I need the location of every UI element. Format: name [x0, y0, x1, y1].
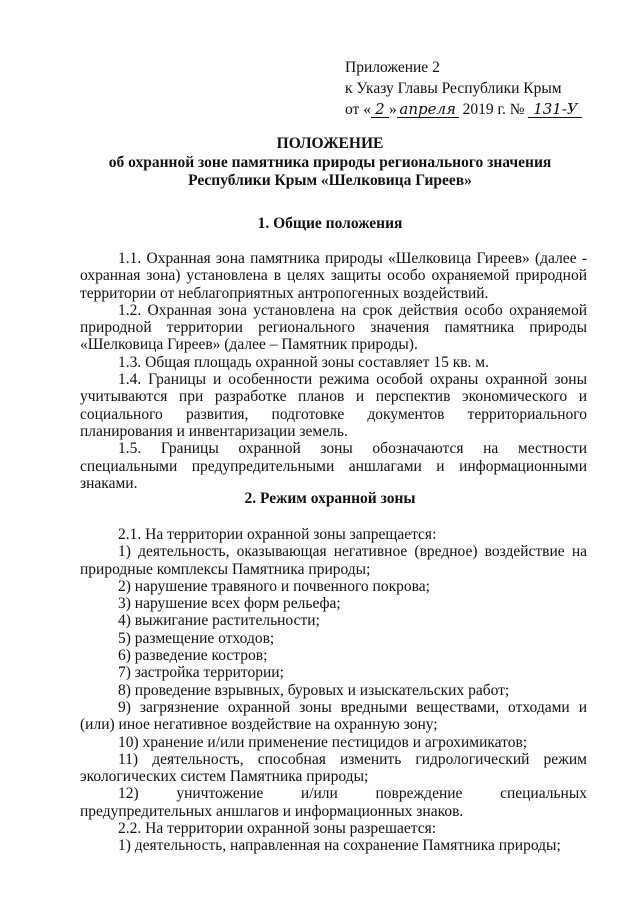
list-item: 1) деятельность, оказывающая негативное (вредное) воздействие на природные комплексы Памятника природы; [80, 543, 587, 578]
list-item: 11) деятельность, способная изменить гидрологический режим экологических систем Памятника природы; [80, 750, 587, 786]
section-2-heading: 2. Режим охранной зоны [244, 490, 416, 507]
list-item: 6) разведение костров; [118, 647, 268, 665]
paragraph-1-3: 1.3. Общая площадь охранной зоны составляет 15 кв. м. [118, 353, 489, 371]
section-1-body [80, 250, 587, 492]
list-item: 10) хранение и/или применение пестицидов и агрохимикатов; [118, 733, 528, 751]
paragraph-1-4: 1.4. Границы и особенности режима особой охраны охранной зоны учитываются при разработке планов и перспектив экономического и социального развития, подготовке документов территориального планирования и инвентаризации земель. [80, 371, 587, 440]
appendix-number: Приложение 2 [345, 59, 440, 76]
list-item: 7) застройка территории; [118, 664, 284, 682]
paragraph-1-1: 1.1. Охранная зона памятника природы «Шелковица Гиреев» (далее - охранная зона) установлена в целях защиты особо охраняемой природной территории от неблагоприятных антропогенных воздействий. [80, 250, 587, 302]
paragraph-1-5: 1.5. Границы охранной зоны обозначаются на местности специальными предупредительными аншлагами и информационными знаками. [80, 440, 587, 492]
paragraph-1-2: 1.2. Охранная зона установлена на срок действия особо охраняемой природной территории регионального значения памятника природы «Шелковица Гиреев» (далее – Памятник природы). [80, 301, 587, 354]
handwritten-number: 131-У [528, 101, 582, 118]
date-prefix: от « [345, 101, 371, 118]
section-1-heading: 1. Общие положения [257, 215, 403, 232]
list-item: 3) нарушение всех форм рельефа; [118, 595, 341, 613]
handwritten-month: апреля [397, 101, 459, 118]
appendix-block [345, 57, 582, 120]
list-item: 2) нарушение травяного и почвенного покрова; [118, 577, 430, 595]
list-item: 9) загрязнение охранной зоны вредными веществами, отходами и (или) иное негативное воздействие на охранную зону; [80, 698, 587, 734]
section-2-body [80, 526, 587, 855]
list-item: 5) размещение отходов; [118, 629, 275, 647]
date-mid: » [388, 101, 397, 118]
list-item: 4) выжигание растительности; [118, 612, 320, 630]
handwritten-day: 2 [371, 101, 389, 118]
appendix-date-line [345, 99, 582, 120]
title-heading: ПОЛОЖЕНИЕ [276, 135, 384, 152]
paragraph-2-2: 2.2. На территории охранной зоны разрешается: [118, 820, 437, 838]
list-item: 12) уничтожение и/или повреждение специальных предупредительных аншлагов и информационных знаков. [80, 785, 587, 820]
appendix-reference: к Указу Главы Республики Крым [345, 80, 562, 97]
list-item: 1) деятельность, направленная на сохранение Памятника природы; [118, 837, 561, 855]
document-title [60, 135, 600, 191]
date-year: 2019 г. № [462, 101, 525, 118]
list-item: 8) проведение взрывных, буровых и изыскательских работ; [118, 681, 510, 699]
title-line-2: об охранной зоне памятника природы регионального значения [108, 153, 552, 171]
paragraph-2-1: 2.1. На территории охранной зоны запрещается: [118, 526, 437, 543]
title-line-3: Республики Крым «Шелковица Гиреев» [188, 172, 472, 189]
